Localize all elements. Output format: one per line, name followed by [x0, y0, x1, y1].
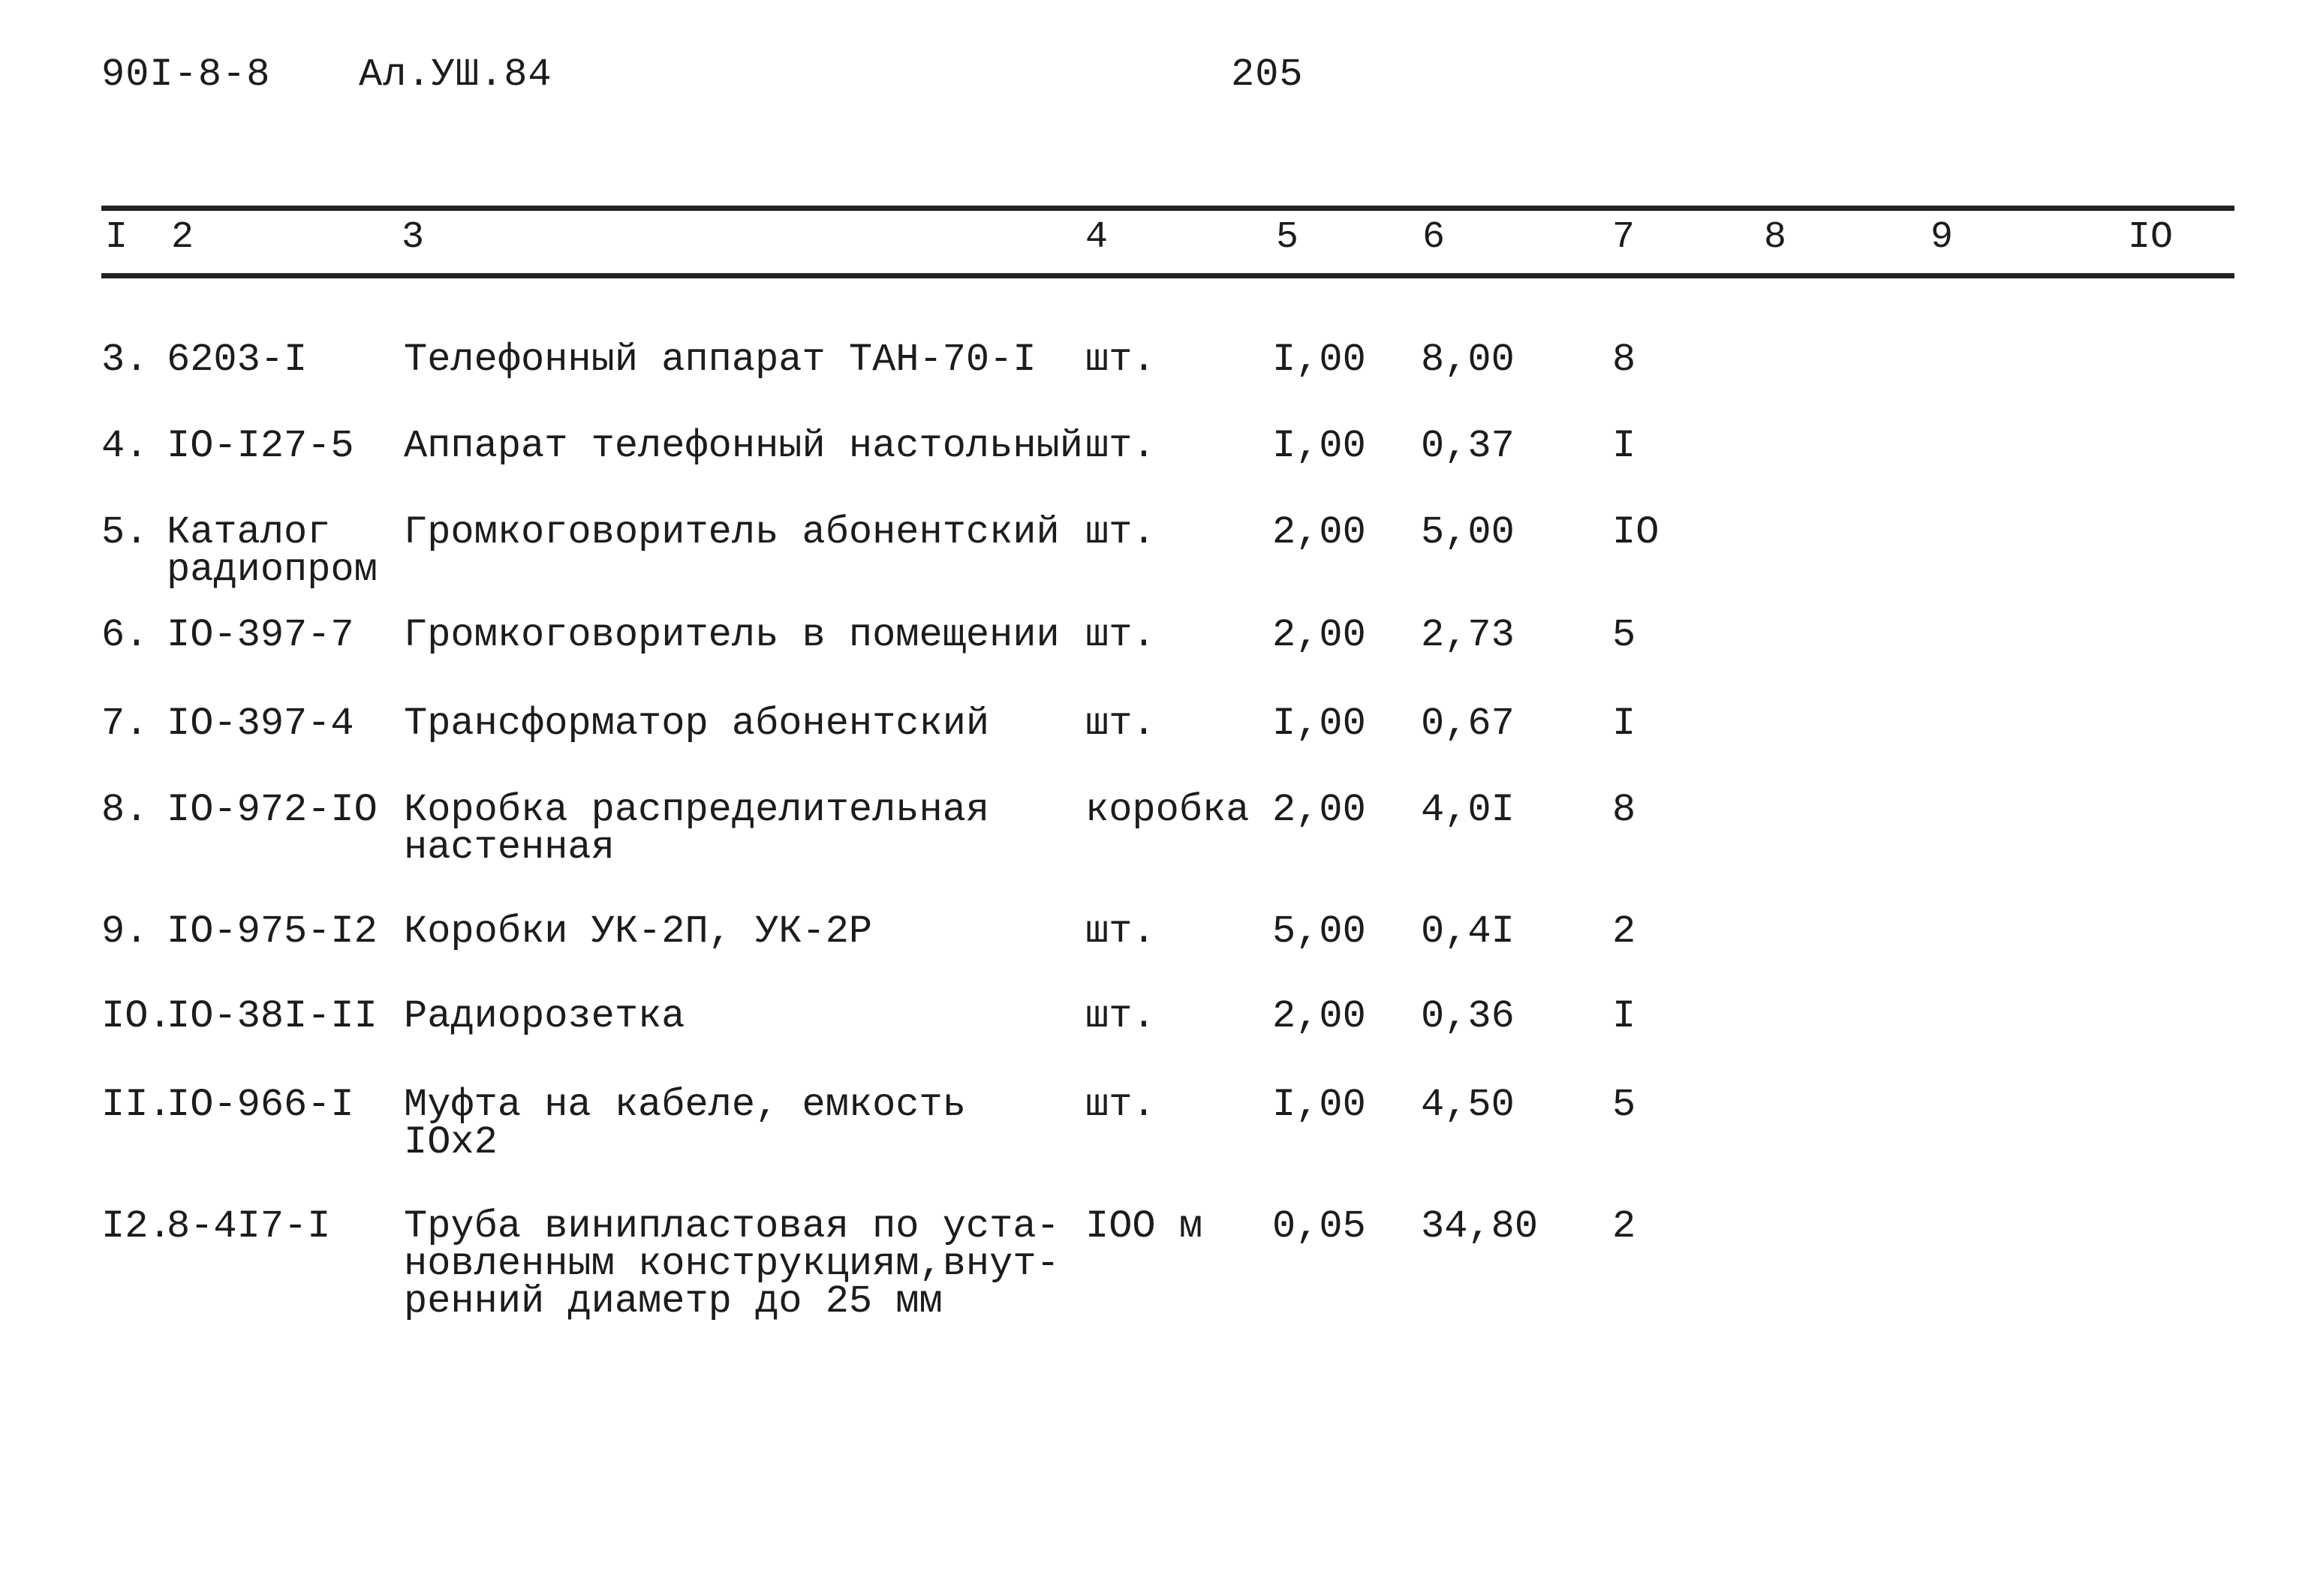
table-header-rule	[101, 273, 2234, 278]
column-header-9: 9	[1930, 216, 1954, 259]
cell-unit: шт.	[1085, 909, 1156, 954]
cell-qty: 2,00	[1272, 613, 1366, 657]
doc-code: 90I-8-8	[101, 53, 271, 97]
cell-no: 3.	[101, 338, 149, 382]
cell-no: I2.	[101, 1204, 172, 1249]
cell-qty: 0,05	[1272, 1204, 1366, 1249]
cell-ref	[167, 702, 354, 746]
column-header-2: 2	[171, 216, 194, 259]
column-header-5: 5	[1276, 216, 1299, 259]
cell-unit: шт.	[1085, 1083, 1156, 1127]
cell-line: Коробка распределительная	[404, 788, 990, 832]
cell-c7: I	[1612, 702, 1636, 746]
cell-qty: 2,00	[1272, 788, 1366, 832]
cell-c7: IO	[1612, 510, 1660, 555]
cell-unit: шт.	[1085, 702, 1156, 746]
column-header-8: 8	[1764, 216, 1787, 259]
cell-c6: 0,4I	[1421, 909, 1515, 954]
cell-ref	[167, 909, 378, 954]
cell-no: 7.	[101, 702, 149, 746]
column-header-3: 3	[402, 216, 425, 259]
cell-qty: I,00	[1272, 338, 1366, 382]
cell-name	[404, 424, 1083, 468]
cell-line: Аппарат телефонный настольный	[404, 424, 1083, 468]
cell-line: Радиорозетка	[404, 994, 685, 1038]
column-header-10: IO	[2128, 216, 2174, 259]
table-top-rule	[101, 206, 2234, 211]
cell-c6: 0,36	[1421, 994, 1515, 1038]
cell-c6: 8,00	[1421, 338, 1515, 382]
cell-c6: 2,73	[1421, 613, 1515, 657]
cell-name	[404, 1083, 966, 1165]
cell-name	[404, 1204, 1060, 1324]
cell-c6: 0,67	[1421, 702, 1515, 746]
cell-line: Громкоговоритель абонентский	[404, 510, 1060, 555]
cell-c6: 0,37	[1421, 424, 1515, 468]
column-header-1: I	[105, 216, 128, 259]
cell-ref	[167, 1204, 331, 1249]
cell-ref	[167, 613, 354, 657]
column-header-4: 4	[1085, 216, 1109, 259]
cell-c6: 5,00	[1421, 510, 1515, 555]
page-number: 205	[1231, 53, 1304, 97]
cell-qty: 5,00	[1272, 909, 1366, 954]
cell-c7: I	[1612, 424, 1636, 468]
cell-ref	[167, 994, 378, 1038]
cell-line: настенная	[404, 825, 615, 870]
cell-qty: I,00	[1272, 702, 1366, 746]
album-ref: Ал.УШ.84	[359, 53, 552, 97]
cell-line: ренний диаметр до 25 мм	[404, 1279, 943, 1324]
cell-line: 8-4I7-I	[167, 1204, 331, 1249]
cell-line: IO-975-I2	[167, 909, 378, 954]
cell-no: 9.	[101, 909, 149, 954]
cell-line: новленным конструкциям,внут-	[404, 1242, 1060, 1286]
cell-line: Трансформатор абонентский	[404, 702, 990, 746]
cell-line: IO-397-4	[167, 702, 354, 746]
cell-no: II.	[101, 1083, 172, 1127]
cell-c7: I	[1612, 994, 1636, 1038]
cell-unit: IOO м	[1085, 1204, 1203, 1249]
cell-line: IO-972-IO	[167, 788, 378, 832]
cell-unit: шт.	[1085, 994, 1156, 1038]
cell-line: 6203-I	[167, 338, 308, 382]
cell-no: IO.	[101, 994, 172, 1038]
cell-line: IO-966-I	[167, 1083, 354, 1127]
column-header-7: 7	[1612, 216, 1635, 259]
cell-name	[404, 702, 990, 746]
cell-qty: I,00	[1272, 424, 1366, 468]
cell-unit: шт.	[1085, 613, 1156, 657]
cell-line: Коробки УК-2П, УК-2Р	[404, 909, 873, 954]
cell-ref	[167, 1083, 354, 1127]
cell-c6: 34,80	[1421, 1204, 1539, 1249]
cell-no: 6.	[101, 613, 149, 657]
cell-c6: 4,50	[1421, 1083, 1515, 1127]
cell-c7: 8	[1612, 338, 1636, 382]
cell-line: IO-I27-5	[167, 424, 354, 468]
cell-name	[404, 613, 1060, 657]
cell-line: IOx2	[404, 1120, 498, 1165]
cell-ref	[167, 424, 354, 468]
cell-line: Труба винипластовая по уста-	[404, 1204, 1060, 1249]
cell-unit: шт.	[1085, 424, 1156, 468]
cell-ref	[167, 510, 378, 592]
cell-name	[404, 909, 873, 954]
cell-qty: 2,00	[1272, 994, 1366, 1038]
column-header-6: 6	[1422, 216, 1446, 259]
cell-line: IO-397-7	[167, 613, 354, 657]
cell-c7: 5	[1612, 613, 1636, 657]
cell-c6: 4,0I	[1421, 788, 1515, 832]
cell-no: 4.	[101, 424, 149, 468]
cell-line: IO-38I-II	[167, 994, 378, 1038]
cell-no: 8.	[101, 788, 149, 832]
cell-unit: коробка	[1085, 788, 1250, 832]
cell-ref	[167, 788, 378, 832]
cell-unit: шт.	[1085, 338, 1156, 382]
cell-name	[404, 338, 1037, 382]
cell-no: 5.	[101, 510, 149, 555]
cell-qty: 2,00	[1272, 510, 1366, 555]
cell-name	[404, 994, 685, 1038]
cell-line: Громкоговоритель в помещении	[404, 613, 1060, 657]
cell-line: Каталог	[167, 510, 331, 555]
cell-line: радиопром	[167, 548, 378, 592]
cell-c7: 8	[1612, 788, 1636, 832]
cell-name	[404, 788, 990, 870]
cell-line: Телефонный аппарат ТАН-70-I	[404, 338, 1037, 382]
cell-unit: шт.	[1085, 510, 1156, 555]
cell-ref	[167, 338, 308, 382]
cell-c7: 5	[1612, 1083, 1636, 1127]
cell-c7: 2	[1612, 909, 1636, 954]
cell-name	[404, 510, 1060, 555]
cell-line: Муфта на кабеле, емкость	[404, 1083, 966, 1127]
cell-qty: I,00	[1272, 1083, 1366, 1127]
cell-c7: 2	[1612, 1204, 1636, 1249]
